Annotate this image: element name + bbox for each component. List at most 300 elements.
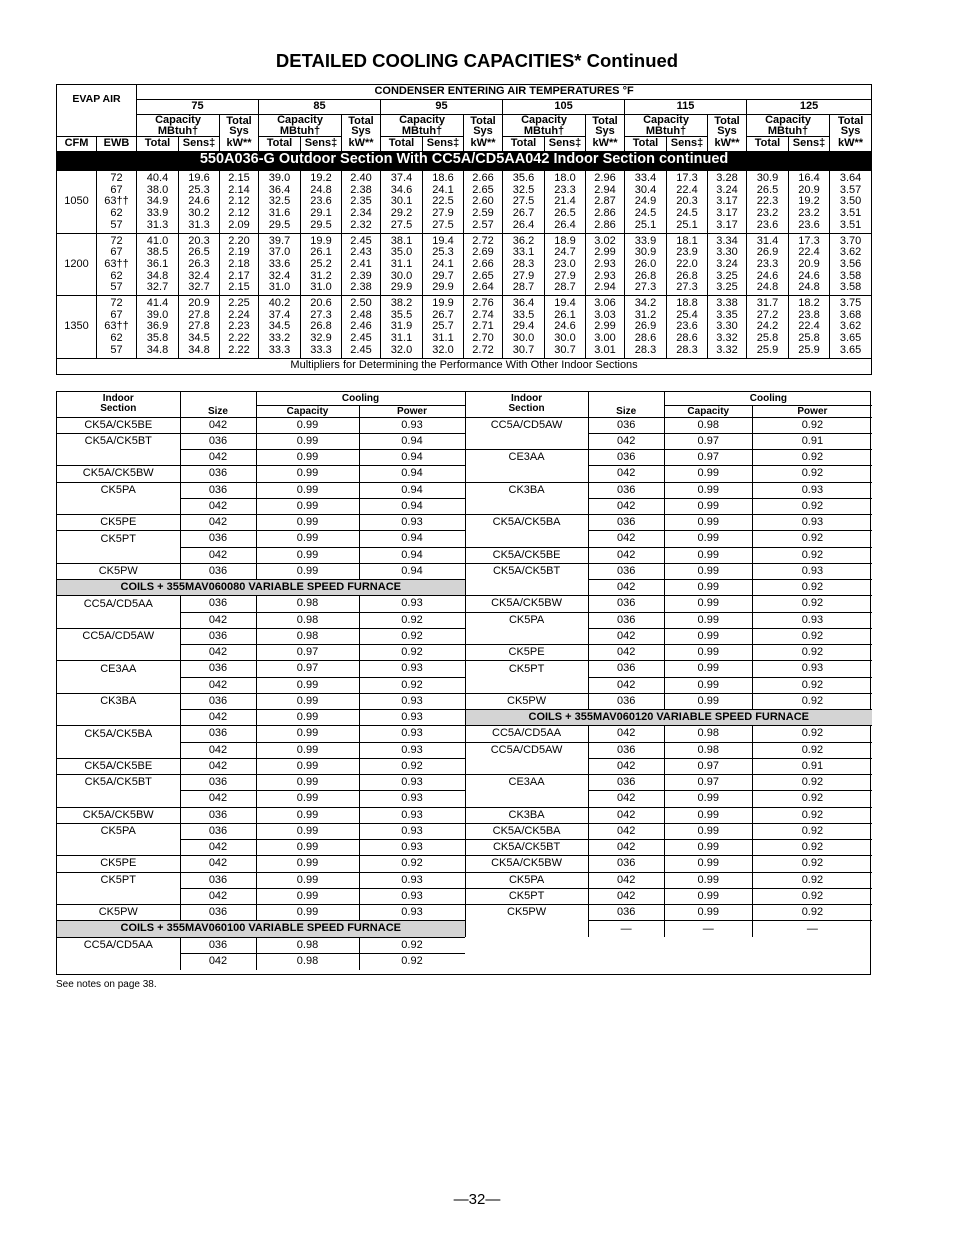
capacity-multiplier: 0.99 [664, 856, 752, 872]
indoor-section-name: CK5PT [465, 888, 588, 904]
capacity-multiplier: 0.99 [664, 466, 752, 482]
power-multiplier: 0.93 [359, 596, 465, 612]
capacity-values: 17.3 22.4 20.3 24.5 25.1 [667, 171, 708, 234]
kw-header: kW** [830, 137, 872, 151]
multiplier-row [57, 840, 465, 856]
indoor-section-name: CK5A/CK5BT [57, 433, 180, 449]
size-value: 036 [180, 726, 256, 742]
capacity-multiplier: 0.99 [256, 498, 359, 514]
capacity-multiplier: 0.99 [256, 905, 359, 921]
size-value: 036 [180, 433, 256, 449]
multiplier-row [465, 807, 872, 823]
indoor-section-name: CK5A/CK5BT [465, 563, 588, 579]
power-multiplier: 0.93 [359, 417, 465, 433]
power-multiplier: 0.92 [752, 888, 872, 904]
power-header: Power [752, 405, 872, 417]
size-value: 042 [180, 742, 256, 758]
size-value: 042 [180, 612, 256, 628]
indoor-section-name: CC5A/CD5AA [465, 726, 588, 742]
indoor-section-name [465, 466, 588, 482]
indoor-section-header: Indoor Section [508, 393, 545, 415]
capacity-values: 19.9 26.7 25.7 31.1 32.0 [423, 296, 464, 359]
capacity-multiplier: 0.99 [256, 710, 359, 726]
cfm-value: 1200 [57, 233, 97, 296]
size-value: 036 [180, 905, 256, 921]
power-multiplier: 0.94 [359, 450, 465, 466]
capacity-multiplier: 0.99 [664, 563, 752, 579]
capacity-multiplier: 0.99 [256, 482, 359, 498]
multiplier-row [465, 775, 872, 791]
indoor-section-name: CK5PT [57, 531, 180, 547]
capacity-multiplier: 0.99 [256, 450, 359, 466]
multiplier-row [465, 840, 872, 856]
capacity-values: 20.3 26.5 26.3 32.4 32.7 [179, 233, 220, 296]
multiplier-row [57, 677, 465, 693]
capacity-values: 16.4 20.9 19.2 23.2 23.6 [789, 171, 830, 234]
capacity-values: 2.50 2.48 2.46 2.45 2.45 [342, 296, 381, 359]
indoor-section-name: CK5PW [465, 905, 588, 921]
power-multiplier: 0.92 [752, 498, 872, 514]
sens-header: Sens‡ [179, 137, 220, 151]
multipliers-note: Multipliers for Determining the Performance With Other Indoor Sections [57, 358, 872, 374]
capacity-multiplier: 0.99 [256, 531, 359, 547]
indoor-section-name: CE3AA [57, 661, 180, 677]
capacity-values: 2.25 2.24 2.23 2.22 2.22 [220, 296, 259, 359]
multiplier-row [57, 531, 465, 547]
multiplier-row [57, 498, 465, 514]
cfm-value: 1050 [57, 171, 97, 234]
size-value: 042 [180, 547, 256, 563]
multiplier-row [57, 758, 465, 774]
capacity-multiplier: 0.99 [256, 856, 359, 872]
multiplier-row [57, 450, 465, 466]
ewb-header: EWB [97, 137, 137, 151]
indoor-section-name: CK5A/CK5BA [465, 823, 588, 839]
coil-band-label: COILS + 355MAV060120 VARIABLE SPEED FURNACE [465, 710, 872, 726]
power-multiplier: 0.92 [752, 905, 872, 921]
power-multiplier: 0.93 [359, 710, 465, 726]
size-value: 042 [180, 515, 256, 531]
size-value: 036 [180, 628, 256, 644]
multiplier-row [465, 726, 872, 742]
size-value: 036 [588, 596, 664, 612]
capacity-multiplier: 0.99 [256, 840, 359, 856]
indoor-section-name [465, 498, 588, 514]
capacity-multiplier: 0.99 [664, 645, 752, 661]
indoor-section-name: CK5A/CK5BE [465, 547, 588, 563]
ewb-values: 72 67 63†† 62 57 [97, 171, 137, 234]
power-multiplier: 0.92 [752, 726, 872, 742]
size-value: 042 [180, 888, 256, 904]
total-sys-header: Total Sys [220, 115, 259, 137]
multiplier-row [57, 661, 465, 677]
size-value: 042 [588, 726, 664, 742]
multiplier-row [465, 498, 872, 514]
indoor-section-name: CC5A/CD5AA [57, 596, 180, 612]
capacity-multiplier: 0.99 [664, 498, 752, 514]
capacity-values: 18.8 25.4 23.6 28.6 28.3 [667, 296, 708, 359]
indoor-section-name: CK5PA [465, 612, 588, 628]
multiplier-row [57, 596, 465, 612]
capacity-multiplier: 0.99 [664, 596, 752, 612]
capacity-header: Capacity MBtuh† [137, 115, 220, 137]
capacity-multiplier: 0.99 [256, 775, 359, 791]
size-value: 042 [588, 433, 664, 449]
ewb-values: 72 67 63†† 62 57 [97, 233, 137, 296]
power-multiplier: 0.93 [752, 563, 872, 579]
indoor-section-name: CC5A/CD5AW [465, 742, 588, 758]
multiplier-row [465, 661, 872, 677]
indoor-section-name [57, 547, 180, 563]
indoor-section-name: CK3BA [57, 693, 180, 709]
capacity-header: Capacity MBtuh† [259, 115, 342, 137]
size-value: 042 [588, 547, 664, 563]
capacity-header: Capacity MBtuh† [625, 115, 708, 137]
sens-header: Sens‡ [545, 137, 586, 151]
indoor-section-name [465, 580, 588, 596]
power-multiplier: 0.92 [752, 450, 872, 466]
multiplier-row [465, 791, 872, 807]
multiplier-row [465, 888, 872, 904]
multiplier-row [57, 710, 465, 726]
multiplier-row [465, 450, 872, 466]
capacity-multiplier: 0.99 [256, 547, 359, 563]
power-multiplier: 0.93 [359, 888, 465, 904]
kw-header: kW** [708, 137, 747, 151]
capacity-multiplier: 0.99 [256, 693, 359, 709]
indoor-section-name [465, 531, 588, 547]
indoor-section-name: CK5A/CK5BW [57, 807, 180, 823]
size-value: 036 [588, 563, 664, 579]
capacity-values: 33.9 30.9 26.0 26.8 27.3 [625, 233, 667, 296]
capacity-values: 2.40 2.38 2.35 2.34 2.32 [342, 171, 381, 234]
multiplier-row [465, 563, 872, 579]
power-multiplier: 0.93 [752, 661, 872, 677]
kw-header: kW** [586, 137, 625, 151]
kw-header: kW** [220, 137, 259, 151]
multiplier-row [465, 515, 872, 531]
capacity-values: 3.75 3.68 3.62 3.65 3.65 [830, 296, 872, 359]
power-multiplier: 0.94 [359, 498, 465, 514]
capacity-values: 18.6 24.1 22.5 27.9 27.5 [423, 171, 464, 234]
capacity-multiplier: 0.99 [664, 628, 752, 644]
size-value: 042 [588, 628, 664, 644]
indoor-section-name [465, 791, 588, 807]
power-multiplier: 0.94 [359, 482, 465, 498]
size-value: 036 [180, 823, 256, 839]
power-multiplier: 0.93 [359, 905, 465, 921]
size-value: 036 [180, 937, 256, 953]
size-value: 042 [588, 807, 664, 823]
power-multiplier: 0.92 [359, 645, 465, 661]
total-sys-header: Total Sys [464, 115, 503, 137]
power-multiplier: 0.93 [359, 661, 465, 677]
power-multiplier: 0.92 [359, 612, 465, 628]
indoor-section-name: CK5PA [465, 872, 588, 888]
kw-header: kW** [342, 137, 381, 151]
indoor-section-name: CK5PW [465, 693, 588, 709]
capacity-multiplier: 0.97 [664, 450, 752, 466]
multiplier-row [465, 628, 872, 644]
power-multiplier: 0.91 [752, 758, 872, 774]
page-title: DETAILED COOLING CAPACITIES* Continued [275, 50, 679, 71]
multiplier-row [465, 823, 872, 839]
size-value: 036 [588, 742, 664, 758]
power-multiplier: — [752, 921, 872, 937]
size-value: 036 [180, 466, 256, 482]
indoor-section-name [57, 888, 180, 904]
size-value: 042 [588, 888, 664, 904]
multiplier-row [57, 905, 465, 921]
size-value: 042 [588, 840, 664, 856]
power-multiplier: 0.92 [752, 791, 872, 807]
power-multiplier: 0.92 [752, 693, 872, 709]
capacity-values: 38.2 35.5 31.9 31.1 32.0 [381, 296, 423, 359]
total-sys-header: Total Sys [342, 115, 381, 137]
capacity-multiplier: 0.99 [256, 872, 359, 888]
power-multiplier: 0.93 [359, 515, 465, 531]
capacity-multiplier: 0.99 [256, 823, 359, 839]
multiplier-row [465, 417, 872, 433]
multiplier-row [57, 466, 465, 482]
capacity-header: Capacity [256, 405, 359, 417]
indoor-section-name [57, 677, 180, 693]
capacity-multiplier: — [664, 921, 752, 937]
capacity-multiplier: 0.99 [664, 888, 752, 904]
size-value: 036 [588, 450, 664, 466]
indoor-section-name [57, 742, 180, 758]
capacity-values: 18.9 24.7 23.0 27.9 28.7 [545, 233, 586, 296]
power-multiplier: 0.94 [359, 466, 465, 482]
evap-air-header: EVAP AIR [72, 93, 121, 106]
indoor-section-name [57, 953, 180, 969]
capacity-multiplier: 0.99 [664, 807, 752, 823]
power-multiplier: 0.92 [359, 937, 465, 953]
size-value: 042 [180, 710, 256, 726]
size-value: 042 [588, 531, 664, 547]
capacity-values: 19.4 25.3 24.1 29.7 29.9 [423, 233, 464, 296]
size-value: — [588, 921, 664, 937]
capacity-values: 37.4 34.6 30.1 29.2 27.5 [381, 171, 423, 234]
size-value: 042 [588, 758, 664, 774]
multiplier-row [465, 677, 872, 693]
capacity-multiplier: 0.98 [664, 742, 752, 758]
capacity-multiplier: 0.98 [256, 953, 359, 969]
indoor-section-name [465, 921, 588, 937]
power-multiplier: 0.93 [359, 807, 465, 823]
cfm-row-1350 [57, 296, 872, 359]
capacity-multiplier: 0.99 [256, 758, 359, 774]
capacity-values: 35.6 32.5 27.5 26.7 26.4 [503, 171, 545, 234]
capacity-values: 17.3 22.4 20.9 24.6 24.8 [789, 233, 830, 296]
indoor-section-name: CK5PE [465, 645, 588, 661]
cooling-header: Cooling [664, 392, 872, 405]
capacity-multiplier: 0.98 [256, 628, 359, 644]
size-value: 042 [180, 758, 256, 774]
indoor-section-name [57, 645, 180, 661]
multiplier-row [465, 612, 872, 628]
indoor-section-name: CK5PE [57, 515, 180, 531]
multiplier-row [57, 726, 465, 742]
size-value: 036 [588, 482, 664, 498]
power-multiplier: 0.92 [752, 645, 872, 661]
indoor-section-name: CK5A/CK5BW [465, 596, 588, 612]
indoor-section-name [465, 628, 588, 644]
indoor-section-name: CK5A/CK5BA [465, 515, 588, 531]
multiplier-row [465, 856, 872, 872]
capacity-multiplier: 0.99 [256, 742, 359, 758]
capacity-multiplier: 0.97 [664, 758, 752, 774]
capacity-values: 3.02 2.99 2.93 2.93 2.94 [586, 233, 625, 296]
indoor-section-name: CK5A/CK5BE [57, 417, 180, 433]
size-value: 036 [180, 482, 256, 498]
multiplier-row [57, 888, 465, 904]
power-multiplier: 0.92 [359, 758, 465, 774]
indoor-section-name [465, 433, 588, 449]
indoor-section-name: CE3AA [465, 450, 588, 466]
capacity-values: 3.28 3.24 3.17 3.17 3.17 [708, 171, 747, 234]
indoor-section-name: CK5PA [57, 823, 180, 839]
capacity-values: 41.0 38.5 36.1 34.8 32.7 [137, 233, 179, 296]
size-value: 042 [588, 466, 664, 482]
size-value: 042 [180, 417, 256, 433]
capacity-multiplier: 0.98 [664, 417, 752, 433]
capacity-multiplier: 0.99 [256, 726, 359, 742]
capacity-multiplier: 0.99 [664, 661, 752, 677]
cfm-value: 1350 [57, 296, 97, 359]
size-value: 036 [180, 872, 256, 888]
capacity-multiplier: 0.99 [256, 433, 359, 449]
indoor-section-header: Indoor Section [100, 393, 137, 415]
multiplier-row [465, 466, 872, 482]
total-header: Total [259, 137, 301, 151]
total-sys-header: Total Sys [830, 115, 872, 137]
capacity-header: Capacity MBtuh† [747, 115, 830, 137]
capacity-multiplier: 0.99 [664, 840, 752, 856]
capacity-values: 30.9 26.5 22.3 23.2 23.6 [747, 171, 789, 234]
capacity-values: 19.6 25.3 24.6 30.2 31.3 [179, 171, 220, 234]
power-multiplier: 0.92 [752, 466, 872, 482]
multiplier-row [57, 937, 465, 953]
capacity-values: 18.0 23.3 21.4 26.5 26.4 [545, 171, 586, 234]
multiplier-row [57, 823, 465, 839]
indoor-section-name: CK5PE [57, 856, 180, 872]
capacity-multiplier: 0.99 [256, 466, 359, 482]
capacity-multiplier: 0.99 [664, 872, 752, 888]
power-multiplier: 0.92 [752, 807, 872, 823]
total-header: Total [747, 137, 789, 151]
ewb-values: 72 67 63†† 62 57 [97, 296, 137, 359]
capacity-header: Capacity MBtuh† [381, 115, 464, 137]
indoor-section-name [465, 677, 588, 693]
capacity-values: 19.9 26.1 25.2 31.2 31.0 [301, 233, 342, 296]
capacity-values: 2.15 2.14 2.12 2.12 2.09 [220, 171, 259, 234]
indoor-section-name [57, 710, 180, 726]
multiplier-row [57, 482, 465, 498]
indoor-section-name: CK5A/CK5BE [57, 758, 180, 774]
multiplier-row [465, 742, 872, 758]
total-header: Total [137, 137, 179, 151]
temp-header-105: 105 [503, 100, 625, 115]
indoor-section-name: CK5A/CK5BW [57, 466, 180, 482]
indoor-section-name: CC5A/CD5AW [57, 628, 180, 644]
capacity-multiplier: 0.97 [664, 775, 752, 791]
coil-band [57, 580, 465, 596]
total-sys-header: Total Sys [586, 115, 625, 137]
power-multiplier: 0.92 [752, 580, 872, 596]
size-header: Size [180, 392, 256, 417]
capacity-multiplier: 0.99 [256, 417, 359, 433]
multiplier-row [465, 645, 872, 661]
size-value: 042 [180, 677, 256, 693]
capacity-multiplier: 0.98 [256, 596, 359, 612]
size-value: 042 [180, 498, 256, 514]
indoor-section-name: CK5PW [57, 905, 180, 921]
power-multiplier: 0.93 [359, 742, 465, 758]
condenser-temp-header: CONDENSER ENTERING AIR TEMPERATURES °F [137, 85, 872, 100]
power-header: Power [359, 405, 465, 417]
capacity-values: 39.0 36.4 32.5 31.6 29.5 [259, 171, 301, 234]
power-multiplier: 0.93 [359, 791, 465, 807]
size-value: 042 [588, 645, 664, 661]
coil-band-label: COILS + 355MAV060080 VARIABLE SPEED FURNACE [57, 580, 465, 596]
capacity-multiplier: 0.99 [664, 547, 752, 563]
sens-header: Sens‡ [667, 137, 708, 151]
indoor-section-name: CK3BA [465, 807, 588, 823]
capacity-values: 41.4 39.0 36.9 35.8 34.8 [137, 296, 179, 359]
capacity-values: 2.72 2.69 2.66 2.65 2.64 [464, 233, 503, 296]
size-value: 036 [588, 856, 664, 872]
multiplier-row [465, 905, 872, 921]
capacity-values: 2.66 2.65 2.60 2.59 2.57 [464, 171, 503, 234]
indoor-section-name: CK3BA [465, 482, 588, 498]
indoor-section-name [57, 450, 180, 466]
capacity-multiplier: 0.99 [664, 531, 752, 547]
total-header: Total [381, 137, 423, 151]
power-multiplier: 0.92 [752, 742, 872, 758]
sens-header: Sens‡ [789, 137, 830, 151]
capacity-values: 2.96 2.94 2.87 2.86 2.86 [586, 171, 625, 234]
capacity-header: Capacity [664, 405, 752, 417]
power-multiplier: 0.92 [359, 856, 465, 872]
multipliers-table-left [57, 392, 465, 970]
multiplier-row [57, 872, 465, 888]
multiplier-row [465, 482, 872, 498]
power-multiplier: 0.92 [359, 677, 465, 693]
capacity-multiplier: 0.99 [664, 693, 752, 709]
capacity-multiplier: 0.99 [256, 677, 359, 693]
size-value: 042 [180, 645, 256, 661]
multiplier-row [57, 547, 465, 563]
capacity-multiplier: 0.99 [256, 888, 359, 904]
indoor-section-name: CK5A/CK5BA [57, 726, 180, 742]
sens-header: Sens‡ [301, 137, 342, 151]
capacity-values: 36.4 33.5 29.4 30.0 30.7 [503, 296, 545, 359]
kw-header: kW** [464, 137, 503, 151]
size-value: 042 [180, 791, 256, 807]
multipliers-table-right [465, 392, 873, 937]
size-value: 036 [588, 515, 664, 531]
power-multiplier: 0.93 [359, 775, 465, 791]
power-multiplier: 0.92 [752, 417, 872, 433]
power-multiplier: 0.94 [359, 531, 465, 547]
indoor-section-name: CK5PW [57, 563, 180, 579]
size-value: 036 [588, 417, 664, 433]
size-header: Size [588, 392, 664, 417]
power-multiplier: 0.93 [752, 515, 872, 531]
multiplier-row [465, 531, 872, 547]
capacity-values: 19.2 24.8 23.6 29.1 29.5 [301, 171, 342, 234]
